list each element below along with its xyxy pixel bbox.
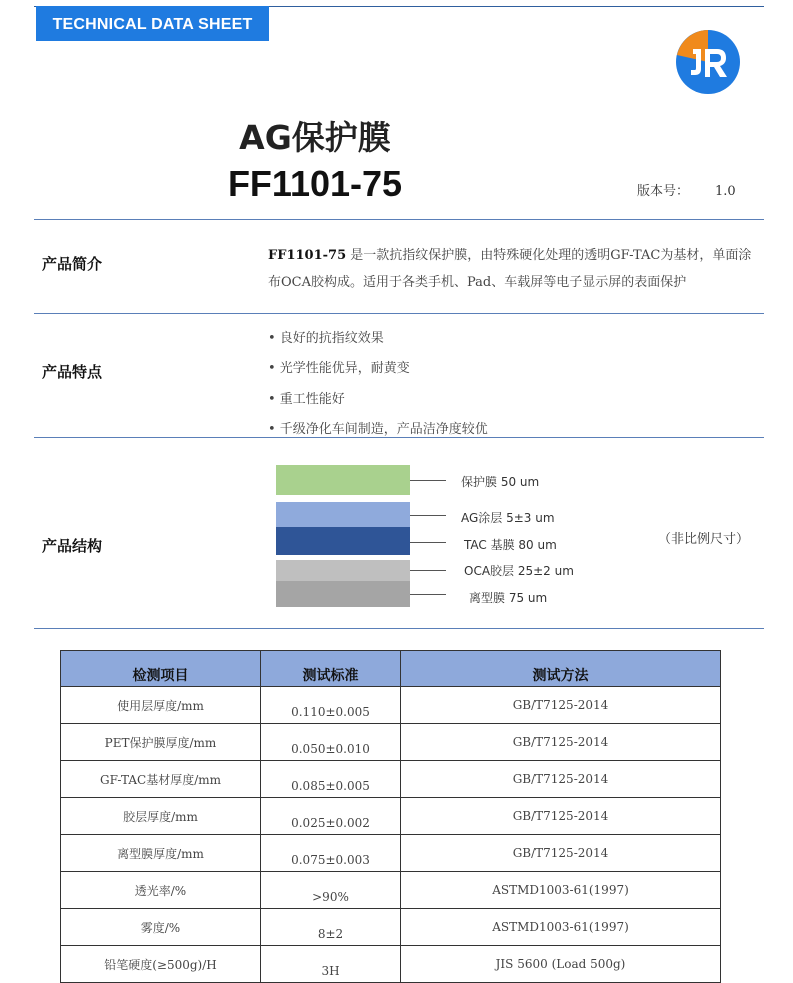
version-info <box>637 180 736 199</box>
cell-standard: 0.025±0.002 <box>261 798 401 835</box>
logo-jr-mark <box>691 49 727 77</box>
table-row <box>61 909 721 946</box>
layer-ag-coating <box>276 502 410 527</box>
cell-standard: 0.050±0.010 <box>261 724 401 761</box>
layer-leader-line <box>410 480 446 481</box>
col-header-standard: 测试标准 <box>261 651 401 687</box>
divider <box>34 313 764 314</box>
table-row <box>61 835 721 872</box>
scale-note: （非比例尺寸） <box>658 532 750 547</box>
cell-method: GB/T7125-2014 <box>401 724 721 761</box>
intro-text <box>268 242 758 296</box>
cell-standard: 0.085±0.005 <box>261 761 401 798</box>
cell-standard: >90% <box>261 872 401 909</box>
cell-item: 胶层厚度/mm <box>61 798 261 835</box>
cell-standard: 0.075±0.003 <box>261 835 401 872</box>
cell-method: GB/T7125-2014 <box>401 835 721 872</box>
layer-label-protective-film: 保护膜 50 um <box>461 475 540 489</box>
cell-standard: 0.110±0.005 <box>261 687 401 724</box>
layer-label-ag-coating: AG涂层 5±3 um <box>461 511 555 525</box>
cell-method: JIS 5600 (Load 500g) <box>401 946 721 983</box>
layer-leader-line <box>410 542 446 543</box>
cell-item: 雾度/% <box>61 909 261 946</box>
cell-standard: 8±2 <box>261 909 401 946</box>
layer-leader-line <box>410 594 446 595</box>
layer-tac-base <box>276 527 410 555</box>
technical-data-sheet-banner: TECHNICAL DATA SHEET <box>36 6 269 41</box>
cell-item: 离型膜厚度/mm <box>61 835 261 872</box>
feature-item: • 良好的抗指纹效果 <box>268 331 384 346</box>
feature-item: • 重工性能好 <box>268 392 345 407</box>
layer-oca-adhesive <box>276 560 410 581</box>
cell-method: GB/T7125-2014 <box>401 761 721 798</box>
cell-standard: 3H <box>261 946 401 983</box>
layer-release-film <box>276 581 410 607</box>
divider <box>34 437 764 438</box>
table-row <box>61 872 721 909</box>
cell-item: 铅笔硬度(≥500g)/H <box>61 946 261 983</box>
col-header-method: 测试方法 <box>401 651 721 687</box>
cell-method: GB/T7125-2014 <box>401 687 721 724</box>
intro-model: FF1101-75 <box>268 248 347 263</box>
cell-method: GB/T7125-2014 <box>401 798 721 835</box>
table-row <box>61 946 721 983</box>
features-heading: 产品特点 <box>42 363 103 381</box>
cell-item: 透光率/% <box>61 872 261 909</box>
cell-item: 使用层厚度/mm <box>61 687 261 724</box>
table-row <box>61 687 721 724</box>
layer-label-oca-adhesive: OCA胶层 25±2 um <box>464 564 574 578</box>
cell-item: GF-TAC基材厚度/mm <box>61 761 261 798</box>
spec-table <box>60 650 721 983</box>
product-model: FF1101-75 <box>227 163 403 204</box>
layer-protective-film <box>276 465 410 495</box>
divider <box>34 628 764 629</box>
divider <box>34 219 764 220</box>
cell-method: ASTMD1003-61(1997) <box>401 872 721 909</box>
layer-leader-line <box>410 570 446 571</box>
layer-leader-line <box>410 515 446 516</box>
feature-item: • 千级净化车间制造，产品洁净度较优 <box>268 422 488 437</box>
version-label: 版本号： <box>637 184 690 199</box>
table-row <box>61 798 721 835</box>
cell-item: PET保护膜厚度/mm <box>61 724 261 761</box>
structure-heading: 产品结构 <box>42 537 103 555</box>
product-title: AG保护膜 <box>239 118 391 157</box>
intro-heading: 产品简介 <box>42 255 103 273</box>
intro-body: 是一款抗指纹保护膜，由特殊硬化处理的透明GF-TAC为基材，单面涂布OCA胶构成。适用于各类手机、Pad、车载屏等电子显示屏的表面保护 <box>268 248 752 290</box>
col-header-item: 检测项目 <box>61 651 261 687</box>
table-row <box>61 724 721 761</box>
table-header-row <box>61 651 721 687</box>
jr-logo-icon <box>675 29 741 95</box>
feature-item: • 光学性能优异，耐黄变 <box>268 361 410 376</box>
layer-label-tac-base: TAC 基膜 80 um <box>464 538 557 552</box>
cell-method: ASTMD1003-61(1997) <box>401 909 721 946</box>
layer-label-release-film: 离型膜 75 um <box>469 591 548 605</box>
version-value: 1.0 <box>715 184 736 199</box>
table-row <box>61 761 721 798</box>
